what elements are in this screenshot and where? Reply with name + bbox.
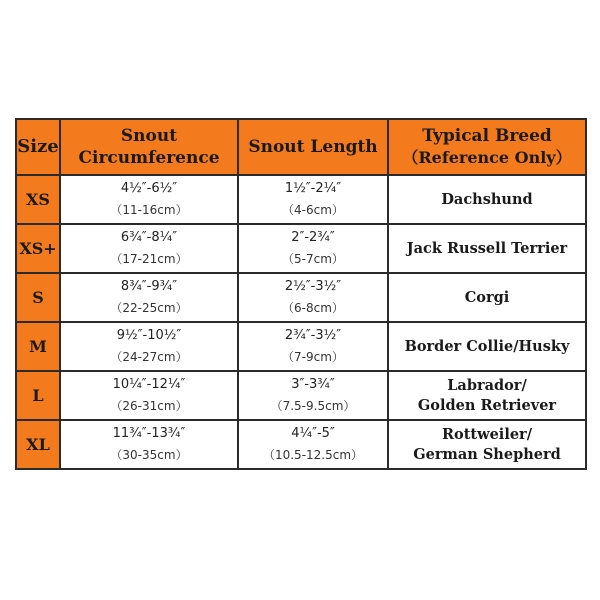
circumference-inches: 9½″-10½″ bbox=[116, 328, 182, 343]
typical-breed-cell bbox=[388, 273, 586, 322]
table-row bbox=[16, 420, 586, 469]
snout-length-cell bbox=[238, 371, 388, 420]
snout-circumference-cell bbox=[60, 273, 238, 322]
breed-line: Corgi bbox=[464, 288, 510, 306]
typical-breed-cell bbox=[388, 371, 586, 420]
snout-length-cell bbox=[238, 322, 388, 371]
circumference-cm: （17-21cm） bbox=[110, 252, 188, 266]
circumference-inches: 10¼″-12¼″ bbox=[112, 377, 186, 392]
length-inches: 2″-2¾″ bbox=[291, 230, 335, 245]
circumference-cm: （24-27cm） bbox=[110, 350, 188, 364]
circumference-cm: （26-31cm） bbox=[110, 399, 188, 413]
breed-line: Rottweiler/ bbox=[441, 425, 532, 443]
header-snout-circumference bbox=[60, 119, 238, 175]
length-inches: 3″-3¾″ bbox=[291, 377, 335, 392]
circumference-inches: 6¾″-8¼″ bbox=[120, 230, 178, 245]
typical-breed-cell bbox=[388, 224, 586, 273]
header-typical-breed-line2: （Reference Only） bbox=[402, 148, 572, 167]
size-cell: XS+ bbox=[16, 224, 60, 273]
header-row bbox=[16, 119, 586, 175]
length-cm: （10.5-12.5cm） bbox=[262, 448, 364, 462]
circumference-inches: 4½″-6½″ bbox=[120, 181, 178, 196]
length-inches: 4¼″-5″ bbox=[291, 426, 335, 441]
length-inches: 1½″-2¼″ bbox=[284, 181, 342, 196]
size-cell: M bbox=[16, 322, 60, 371]
typical-breed-cell bbox=[388, 175, 586, 224]
length-cm: （6-8cm） bbox=[282, 301, 344, 315]
breed-line: Border Collie/Husky bbox=[404, 337, 570, 355]
breed-line: German Shepherd bbox=[413, 445, 561, 463]
snout-length-cell bbox=[238, 273, 388, 322]
snout-circumference-cell bbox=[60, 224, 238, 273]
size-chart-table bbox=[15, 118, 587, 470]
table-row bbox=[16, 322, 586, 371]
length-inches: 2¾″-3½″ bbox=[284, 328, 342, 343]
header-typical-breed bbox=[388, 119, 586, 175]
snout-circumference-cell bbox=[60, 322, 238, 371]
size-cell: XL bbox=[16, 420, 60, 469]
length-cm: （7.5-9.5cm） bbox=[270, 399, 356, 413]
length-cm: （4-6cm） bbox=[282, 203, 344, 217]
breed-line: Labrador/ bbox=[447, 376, 527, 394]
circumference-inches: 8¾″-9¾″ bbox=[120, 279, 178, 294]
snout-length-cell bbox=[238, 224, 388, 273]
breed-line: Golden Retriever bbox=[417, 396, 557, 414]
table-row bbox=[16, 371, 586, 420]
length-cm: （5-7cm） bbox=[282, 252, 344, 266]
length-cm: （7-9cm） bbox=[282, 350, 344, 364]
typical-breed-cell bbox=[388, 322, 586, 371]
circumference-cm: （11-16cm） bbox=[110, 203, 188, 217]
snout-circumference-cell bbox=[60, 175, 238, 224]
snout-length-cell bbox=[238, 175, 388, 224]
table-row bbox=[16, 273, 586, 322]
header-size: Size bbox=[16, 119, 60, 175]
size-cell: XS bbox=[16, 175, 60, 224]
header-snout-circumference-line1: Snout bbox=[120, 126, 178, 146]
header-snout-circumference-line2: Circumference bbox=[78, 148, 220, 168]
size-cell: L bbox=[16, 371, 60, 420]
size-chart-body bbox=[16, 175, 586, 469]
circumference-cm: （30-35cm） bbox=[110, 448, 188, 462]
header-snout-length: Snout Length bbox=[238, 119, 388, 175]
breed-line: Jack Russell Terrier bbox=[406, 239, 568, 257]
size-cell: S bbox=[16, 273, 60, 322]
length-inches: 2½″-3½″ bbox=[284, 279, 342, 294]
snout-circumference-cell bbox=[60, 420, 238, 469]
snout-circumference-cell bbox=[60, 371, 238, 420]
typical-breed-cell bbox=[388, 420, 586, 469]
circumference-inches: 11¾″-13¾″ bbox=[112, 426, 186, 441]
header-typical-breed-line1: Typical Breed bbox=[422, 126, 552, 146]
table-row bbox=[16, 224, 586, 273]
snout-length-cell bbox=[238, 420, 388, 469]
breed-line: Dachshund bbox=[441, 190, 533, 208]
circumference-cm: （22-25cm） bbox=[110, 301, 188, 315]
table-row bbox=[16, 175, 586, 224]
